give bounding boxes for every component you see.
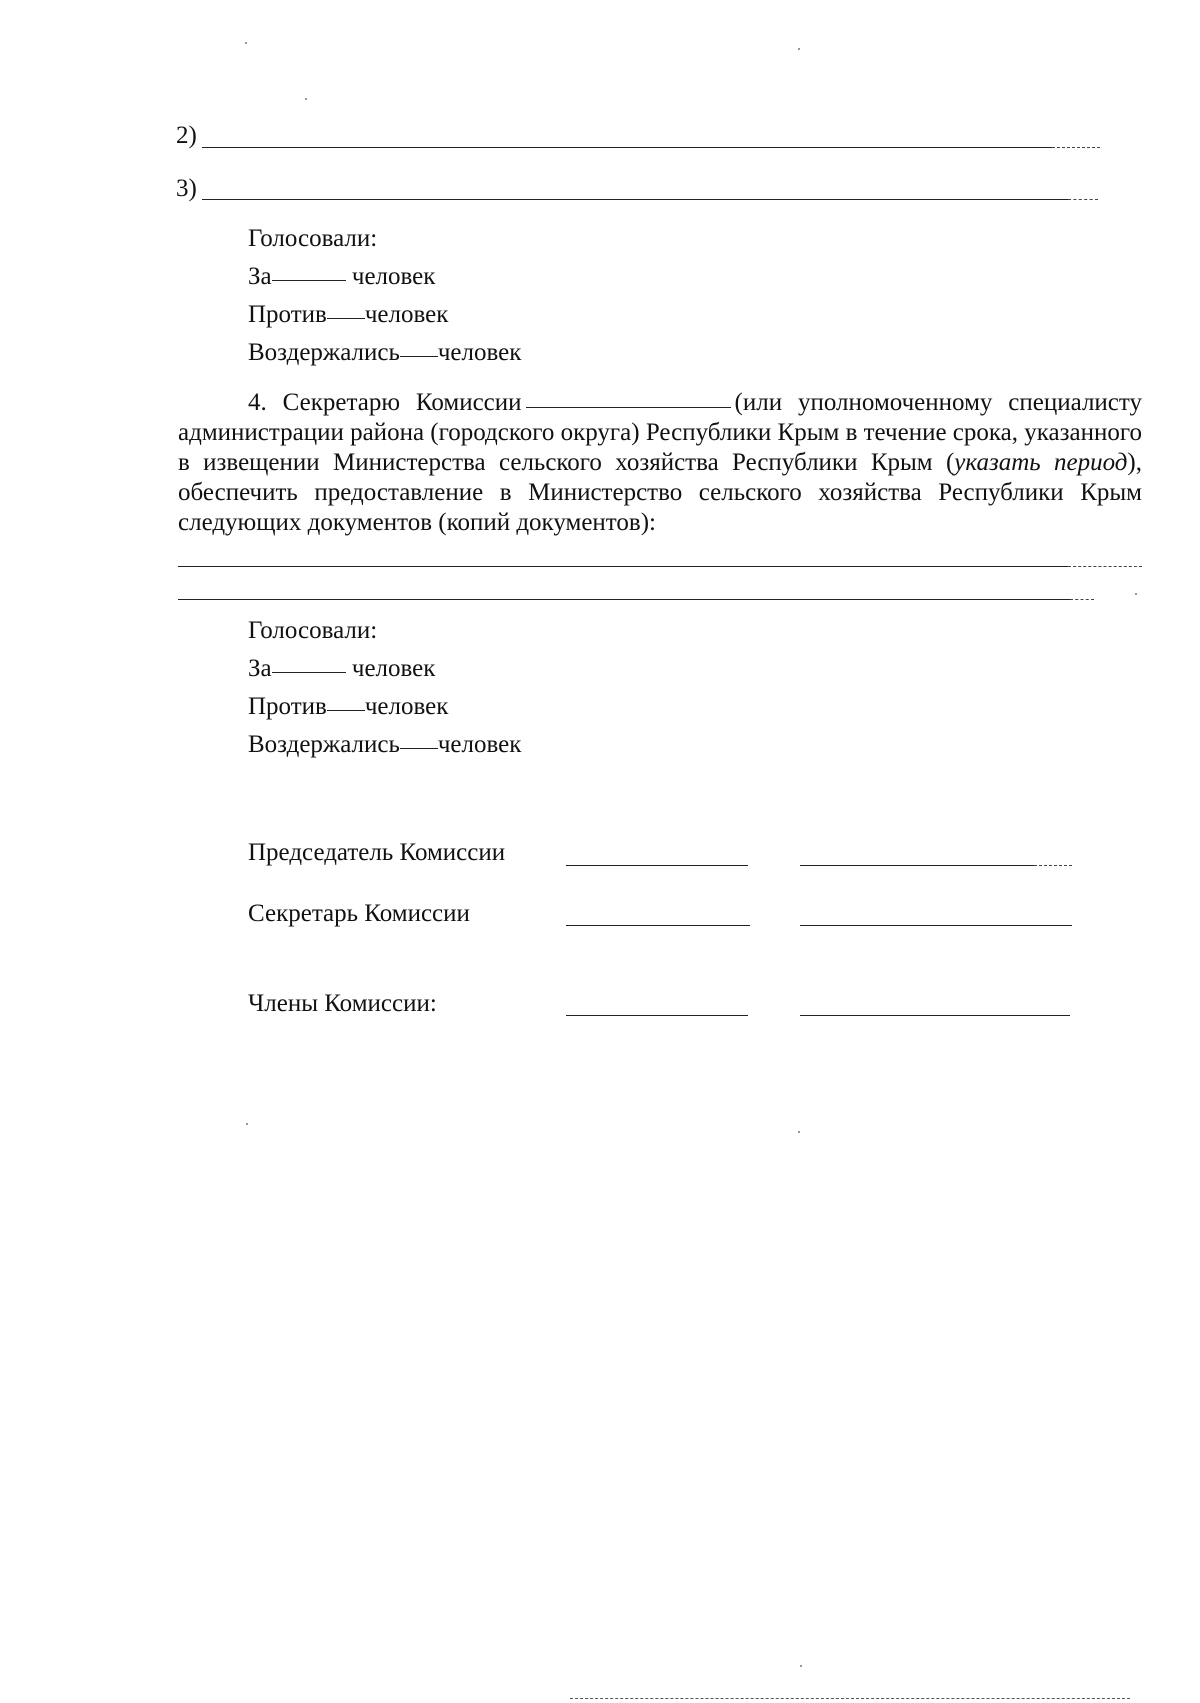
item-2-line-tail	[1052, 147, 1100, 148]
members-signature-label: Члены Комиссии:	[248, 990, 437, 1017]
vote-unit: человек	[364, 301, 449, 328]
vote-heading-2: Голосовали:	[248, 617, 378, 644]
vote-for-line-2	[248, 654, 435, 684]
documents-line-1-tail	[1068, 566, 1142, 567]
chair-signature-label: Председатель Комиссии	[248, 839, 506, 866]
item-2-line	[202, 147, 1052, 148]
vote-for-line	[248, 262, 435, 292]
item-3-line-tail	[1068, 199, 1098, 200]
vote-unit-2: человек	[437, 731, 522, 758]
scan-speck	[305, 98, 307, 100]
vote-abstain-blank-2	[400, 748, 438, 749]
secretary-signature-line	[566, 925, 750, 926]
scan-speck	[245, 42, 247, 44]
item-2-label: 2)	[176, 122, 197, 149]
clause-4-text-2: ), обеспечить предоставление в Министерство сельского хозяйства Республики Крым следующих документов (копий документов):	[178, 449, 1142, 536]
clause-4-text-1: (или уполномоченному специалисту администрации района (городского округа) Республики Крым в течение срока, указанного в извещении Министерства сельского хозяйства Республики Крым (	[178, 389, 1142, 476]
clause-4-paragraph	[178, 388, 1142, 538]
vote-abstain-line-2	[248, 730, 521, 760]
vote-against-blank	[327, 318, 365, 319]
documents-line-1	[178, 566, 1068, 567]
vote-against-blank-2	[327, 710, 365, 711]
scan-speck	[246, 1123, 248, 1125]
scan-speck	[798, 1131, 800, 1133]
clause-4-name-blank	[526, 407, 731, 408]
members-name-line	[800, 1015, 1070, 1016]
chair-name-line	[800, 865, 1034, 866]
vote-unit-2: человек	[351, 655, 436, 682]
vote-unit: человек	[351, 263, 436, 290]
vote-against-line-2	[248, 692, 448, 722]
vote-abstain-blank	[400, 356, 438, 357]
clause-4-lead: 4. Секретарю Комиссии	[248, 389, 522, 416]
vote-for-blank	[272, 280, 346, 281]
documents-line-2-tail	[1070, 599, 1094, 600]
members-signature-line	[566, 1015, 748, 1016]
vote-unit: человек	[437, 339, 522, 366]
vote-abstain-label-2: Воздержались	[248, 731, 400, 758]
vote-for-blank-2	[272, 672, 346, 673]
secretary-name-line	[800, 925, 1072, 926]
item-3-label: 3)	[176, 175, 197, 202]
scan-speck	[798, 48, 800, 50]
vote-for-label-2: За	[248, 655, 272, 682]
bottom-scan-artifact	[570, 1698, 1130, 1699]
vote-unit-2: человек	[364, 693, 449, 720]
scan-speck	[1135, 593, 1137, 595]
chair-name-line-tail	[1034, 865, 1072, 866]
chair-signature-line	[566, 865, 748, 866]
scan-speck	[800, 1665, 802, 1667]
vote-against-label-2: Против	[248, 693, 327, 720]
documents-line-2	[178, 599, 1070, 600]
secretary-signature-label: Секретарь Комиссии	[248, 900, 470, 927]
clause-4-italic-note: указать период	[954, 449, 1128, 476]
vote-against-label: Против	[248, 301, 327, 328]
item-3-line	[202, 199, 1068, 200]
vote-heading: Голосовали:	[248, 225, 378, 252]
vote-for-label: За	[248, 263, 272, 290]
vote-abstain-label: Воздержались	[248, 339, 400, 366]
vote-against-line	[248, 300, 448, 330]
vote-abstain-line	[248, 338, 521, 368]
